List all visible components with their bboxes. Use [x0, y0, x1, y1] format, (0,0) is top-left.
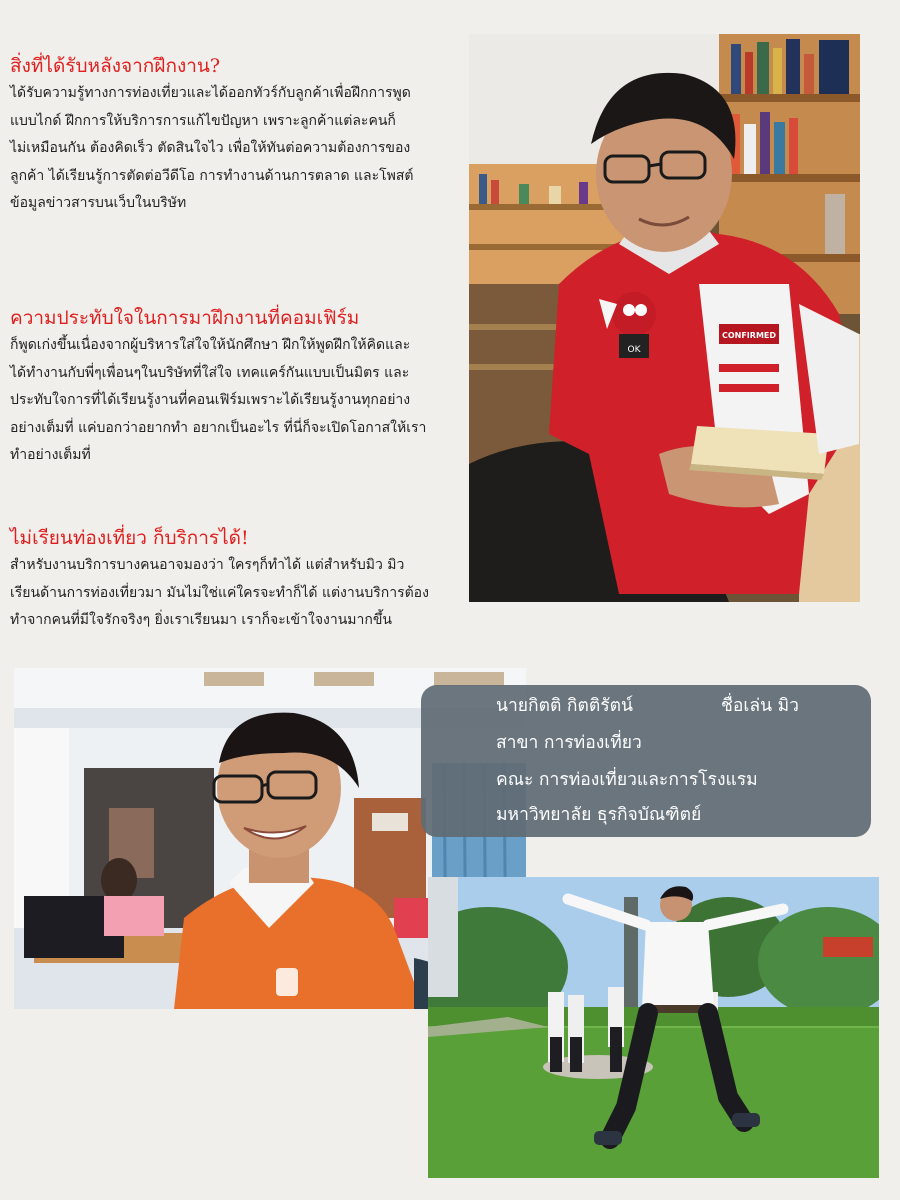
photo-field-jump	[428, 877, 879, 1178]
profile-university: มหาวิทยาลัย ธุรกิจบัณฑิตย์	[496, 805, 702, 825]
section-line: ทำจากคนที่มีใจรักจริงๆ ยิ่งเราเรียนมา เราก็จะเข้าใจงานมากขึ้น	[10, 612, 393, 628]
section-line: สำหรับงานบริการบางคนอาจมองว่า ใครๆก็ทำได้ แต่สำหรับมิว มิว	[10, 557, 405, 573]
profile-card	[421, 685, 871, 837]
section-after-internship	[10, 52, 462, 218]
section-line: ทำอย่างเต็มที่	[10, 447, 91, 463]
section-line: ลูกค้า ได้เรียนรู้การตัดต่อวีดีโอ การทำงานด้านการตลาด และโพสต์	[10, 167, 414, 184]
section-service	[10, 524, 462, 635]
section-heading: ไม่เรียนท่องเที่ยว ก็บริการได้!	[10, 527, 249, 549]
section-line: ก็พูดเก่งขึ้นเนื่องจากผู้บริหารใส่ใจให้นักศึกษา ฝึกให้พูดฝึกให้คิดและ	[10, 337, 411, 353]
section-line: ได้ทำงานกับพี่ๆเพื่อนๆในบริษัทที่ใส่ใจ เทคแคร์กันแบบเป็นมิตร และ	[10, 364, 410, 381]
section-line: ประทับใจการที่ได้เรียนรู้งานที่คอนเฟิร์มเพราะได้เรียนรู้งานทุกอย่าง	[10, 392, 411, 408]
section-line: ข้อมูลข่าวสารบนเว็บในบริษัท	[10, 195, 187, 211]
shirt-brand-text: CONFIRMED	[721, 331, 777, 340]
section-line: ไม่เหมือนกัน ต้องคิดเร็ว ตัดสินใจไว เพื่อให้ทันต่อความต้องการของ	[10, 140, 411, 156]
shirt-logo-text: OK	[627, 345, 641, 355]
section-line: แบบไกด์ ฝึกการให้บริการการแก้ไขปัญหา เพราะลูกค้าแต่ละคนก็	[10, 112, 396, 129]
section-heading: สิ่งที่ได้รับหลังจากฝึกงาน?	[10, 55, 221, 77]
profile-name: นายกิตติ กิตติรัตน์	[496, 696, 633, 716]
section-heading: ความประทับใจในการมาฝึกงานที่คอมเฟิร์ม	[10, 307, 360, 329]
section-line: ได้รับความรู้ทางการท่องเที่ยวและได้ออกทัวร์กับลูกค้าเพื่อฝึกการพูด	[10, 85, 411, 101]
profile-nickname: ชื่อเล่น มิว	[721, 696, 799, 716]
profile-major: สาขา การท่องเที่ยว	[496, 733, 642, 753]
photo-library-portrait	[469, 34, 860, 602]
profile-faculty: คณะ การท่องเที่ยวและการโรงแรม	[496, 770, 758, 790]
section-line: เรียนด้านการท่องเที่ยวมา มันไม่ใช่แค่ใครจะทำก็ได้ แต่งานบริการต้อง	[10, 584, 429, 601]
section-line: อย่างเต็มที่ แค่บอกว่าอยากทำ อยากเป็นอะไร ที่นี่ก็จะเปิดโอกาสให้เรา	[10, 419, 427, 436]
section-impression	[10, 304, 462, 470]
